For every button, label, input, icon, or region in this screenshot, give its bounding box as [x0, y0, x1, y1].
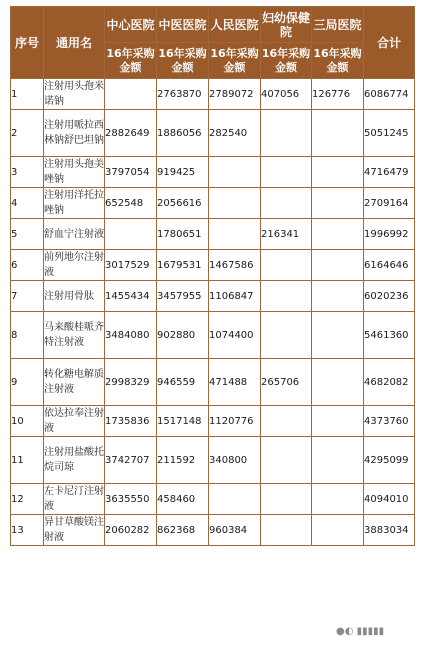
- row-index: 7: [11, 281, 44, 312]
- amount-cell: 458460: [157, 484, 209, 515]
- header-sub-amount: 16年采购金额: [209, 43, 261, 79]
- total-cell: 4716479: [364, 157, 415, 188]
- header-seq: 序号: [11, 7, 44, 79]
- amount-cell: [261, 110, 312, 157]
- amount-cell: [261, 312, 312, 359]
- amount-cell: [105, 219, 157, 250]
- drug-name: 异甘草酸镁注射液: [44, 515, 105, 546]
- amount-cell: 919425: [157, 157, 209, 188]
- row-index: 3: [11, 157, 44, 188]
- row-index: 4: [11, 188, 44, 219]
- total-cell: 4682082: [364, 359, 415, 406]
- amount-cell: [312, 312, 364, 359]
- header-sub-amount: 16年采购金额: [105, 43, 157, 79]
- watermark-logo: ●◐ ▮▮▮▮▮: [336, 626, 385, 637]
- total-cell: 3883034: [364, 515, 415, 546]
- total-cell: 4094010: [364, 484, 415, 515]
- drug-name: 转化糖电解质注射液: [44, 359, 105, 406]
- total-cell: 4295099: [364, 437, 415, 484]
- row-index: 1: [11, 79, 44, 110]
- amount-cell: 2763870: [157, 79, 209, 110]
- amount-cell: 1679531: [157, 250, 209, 281]
- header-total: 合计: [364, 7, 415, 79]
- amount-cell: [209, 219, 261, 250]
- table-row: [11, 281, 415, 312]
- drug-name: 注射用头孢米诺钠: [44, 79, 105, 110]
- amount-cell: [261, 281, 312, 312]
- amount-cell: 2789072: [209, 79, 261, 110]
- amount-cell: 265706: [261, 359, 312, 406]
- amount-cell: 3797054: [105, 157, 157, 188]
- drug-name: 注射用洋托拉唑钠: [44, 188, 105, 219]
- table-header: [11, 7, 415, 79]
- amount-cell: [312, 188, 364, 219]
- amount-cell: 2056616: [157, 188, 209, 219]
- drug-name: 依达拉奉注射液: [44, 406, 105, 437]
- row-index: 6: [11, 250, 44, 281]
- table-row: [11, 79, 415, 110]
- header-hospital: 人民医院: [209, 7, 261, 43]
- amount-cell: 126776: [312, 79, 364, 110]
- amount-cell: 211592: [157, 437, 209, 484]
- table-row: [11, 515, 415, 546]
- amount-cell: 1886056: [157, 110, 209, 157]
- total-cell: 6020236: [364, 281, 415, 312]
- total-cell: 1996992: [364, 219, 415, 250]
- amount-cell: [312, 406, 364, 437]
- amount-cell: 1106847: [209, 281, 261, 312]
- amount-cell: [261, 437, 312, 484]
- table-row: [11, 437, 415, 484]
- row-index: 13: [11, 515, 44, 546]
- total-cell: 5461360: [364, 312, 415, 359]
- table-row: [11, 219, 415, 250]
- drug-name: 马来酸桂哌齐特注射液: [44, 312, 105, 359]
- drug-name: 注射用哌拉西林钠舒巴坦钠: [44, 110, 105, 157]
- amount-cell: [105, 79, 157, 110]
- drug-name: 注射用骨肽: [44, 281, 105, 312]
- amount-cell: [261, 484, 312, 515]
- amount-cell: [261, 406, 312, 437]
- amount-cell: 652548: [105, 188, 157, 219]
- row-index: 10: [11, 406, 44, 437]
- table-row: [11, 484, 415, 515]
- amount-cell: [261, 250, 312, 281]
- drug-name: 注射用盐酸托烷司琼: [44, 437, 105, 484]
- header-hospital: 中心医院: [105, 7, 157, 43]
- amount-cell: [312, 250, 364, 281]
- row-index: 9: [11, 359, 44, 406]
- amount-cell: [312, 157, 364, 188]
- row-index: 11: [11, 437, 44, 484]
- amount-cell: 216341: [261, 219, 312, 250]
- drug-name: 左卡尼汀注射液: [44, 484, 105, 515]
- total-cell: 6164646: [364, 250, 415, 281]
- amount-cell: [312, 219, 364, 250]
- amount-cell: [312, 359, 364, 406]
- amount-cell: 1517148: [157, 406, 209, 437]
- header-hospital: 妇幼保健院: [261, 7, 312, 43]
- amount-cell: [261, 157, 312, 188]
- row-index: 2: [11, 110, 44, 157]
- table-row: [11, 312, 415, 359]
- table-row: [11, 110, 415, 157]
- amount-cell: 1780651: [157, 219, 209, 250]
- amount-cell: 3017529: [105, 250, 157, 281]
- drug-name: 前列地尔注射液: [44, 250, 105, 281]
- amount-cell: [261, 515, 312, 546]
- row-index: 8: [11, 312, 44, 359]
- amount-cell: 1455434: [105, 281, 157, 312]
- amount-cell: [209, 188, 261, 219]
- amount-cell: 960384: [209, 515, 261, 546]
- amount-cell: [312, 515, 364, 546]
- table-row: [11, 406, 415, 437]
- header-sub-amount: 16年采购金额: [312, 43, 364, 79]
- header-sub-amount: 16年采购金额: [157, 43, 209, 79]
- drug-purchase-table: [10, 6, 415, 546]
- amount-cell: [312, 484, 364, 515]
- amount-cell: [312, 281, 364, 312]
- amount-cell: 282540: [209, 110, 261, 157]
- table-row: [11, 157, 415, 188]
- amount-cell: 862368: [157, 515, 209, 546]
- amount-cell: 902880: [157, 312, 209, 359]
- drug-name: 舒血宁注射液: [44, 219, 105, 250]
- amount-cell: 407056: [261, 79, 312, 110]
- header-hospital: 三局医院: [312, 7, 364, 43]
- amount-cell: 2882649: [105, 110, 157, 157]
- amount-cell: 340800: [209, 437, 261, 484]
- amount-cell: 2998329: [105, 359, 157, 406]
- amount-cell: 3457955: [157, 281, 209, 312]
- header-hospital: 中医医院: [157, 7, 209, 43]
- row-index: 12: [11, 484, 44, 515]
- amount-cell: 1467586: [209, 250, 261, 281]
- amount-cell: [209, 157, 261, 188]
- total-cell: 6086774: [364, 79, 415, 110]
- table-row: [11, 359, 415, 406]
- row-index: 5: [11, 219, 44, 250]
- header-sub-amount: 16年采购金额: [261, 43, 312, 79]
- table-row: [11, 250, 415, 281]
- total-cell: 5051245: [364, 110, 415, 157]
- amount-cell: [312, 110, 364, 157]
- amount-cell: 3484080: [105, 312, 157, 359]
- amount-cell: [209, 484, 261, 515]
- table-body: [11, 79, 415, 546]
- amount-cell: 3742707: [105, 437, 157, 484]
- amount-cell: 471488: [209, 359, 261, 406]
- header-generic-name: 通用名: [44, 7, 105, 79]
- drug-name: 注射用头孢美唑钠: [44, 157, 105, 188]
- amount-cell: 2060282: [105, 515, 157, 546]
- table-row: [11, 188, 415, 219]
- amount-cell: 3635550: [105, 484, 157, 515]
- amount-cell: 1735836: [105, 406, 157, 437]
- amount-cell: 946559: [157, 359, 209, 406]
- amount-cell: 1120776: [209, 406, 261, 437]
- amount-cell: [261, 188, 312, 219]
- amount-cell: 1074400: [209, 312, 261, 359]
- total-cell: 2709164: [364, 188, 415, 219]
- amount-cell: [312, 437, 364, 484]
- total-cell: 4373760: [364, 406, 415, 437]
